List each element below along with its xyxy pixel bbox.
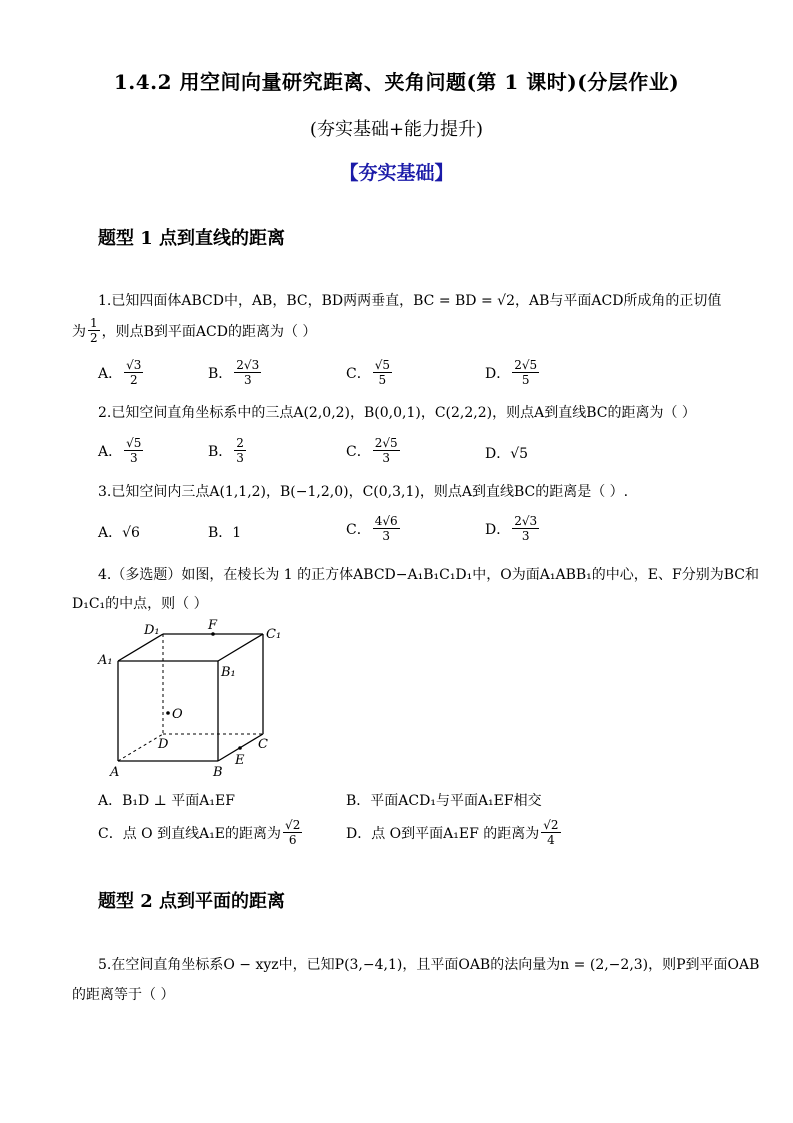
q3-option-c-fraction xyxy=(373,514,400,543)
q1-option-d-fraction xyxy=(512,358,539,387)
section-heading: 【夯实基础】 xyxy=(339,162,454,184)
q1-option-b-den: 3 xyxy=(243,373,252,387)
q2-option-d-value: √5 xyxy=(510,446,529,462)
q3-option-d-num: 2√3 xyxy=(514,514,538,528)
q2-option-b xyxy=(208,436,248,465)
q3-option-a-label: A． xyxy=(98,525,123,541)
q2-option-b-label: B． xyxy=(208,443,233,460)
label-e: E xyxy=(235,753,245,768)
q2-option-d-label: D． xyxy=(485,446,511,462)
q1-frac-den: 2 xyxy=(90,331,98,345)
type-heading-2: 题型 2 点到平面的距离 xyxy=(98,891,286,912)
q1-option-a-fraction xyxy=(124,358,143,387)
q2-option-a-label: A． xyxy=(98,443,123,460)
q1-option-a xyxy=(98,358,145,387)
question-5-line-2: 的距离等于（ ） xyxy=(72,987,175,1003)
q4-option-c-fraction xyxy=(283,818,302,847)
q1-option-a-den: 2 xyxy=(129,373,138,387)
q2-option-a-num: √5 xyxy=(126,436,142,450)
question-5-line-1: 5.在空间直角坐标系O − xyz中，已知P(3,−4,1)，且平面OAB的法向量为n = (2,−2,3)，则P到平面OAB xyxy=(98,957,760,973)
q2-option-d xyxy=(485,443,528,463)
q1-fraction xyxy=(88,316,100,345)
q2-option-b-den: 3 xyxy=(236,451,244,465)
q2-option-a xyxy=(98,436,145,465)
q4-option-a: A．B₁D ⊥ 平面A₁EF xyxy=(98,793,235,809)
q2-option-c-label: C． xyxy=(346,443,371,460)
q4-option-c xyxy=(98,818,304,847)
question-2-line-1: 2.已知空间直角坐标系中的三点A(2,0,2)，B(0,0,1)，C(2,2,2)，则点A到直线BC的距离为（ ） xyxy=(98,405,696,421)
q3-option-c-den: 3 xyxy=(382,529,390,543)
q3-option-c-num: 4√6 xyxy=(374,514,398,528)
q3-option-c-label: C． xyxy=(346,521,371,538)
q3-option-b-value: 1 xyxy=(232,525,242,541)
document-subtitle: (夯实基础+能力提升) xyxy=(309,119,484,140)
label-d1: D₁ xyxy=(144,623,160,638)
q3-option-b-label: B． xyxy=(208,525,233,541)
q2-option-c-den: 3 xyxy=(382,451,390,465)
q1-option-c-den: 5 xyxy=(378,373,387,387)
q1-option-c-fraction xyxy=(373,358,392,387)
q4-option-c-den: 6 xyxy=(288,833,297,847)
q1-suffix: ，则点B到平面ACD的距离为（ ） xyxy=(101,323,317,340)
document-title: 1.4.2 用空间向量研究距离、夹角问题(第 1 课时)(分层作业) xyxy=(113,70,680,94)
q3-option-d xyxy=(485,514,541,543)
q4-option-c-num: √2 xyxy=(285,818,301,832)
label-c1: C₁ xyxy=(266,627,282,642)
question-3-line-1: 3.已知空间内三点A(1,1,2)，B(−1,2,0)，C(0,3,1)，则点A到直线BC的距离是（ ）. xyxy=(98,484,629,500)
q4-option-d-den: 4 xyxy=(547,833,555,847)
q2-option-a-den: 3 xyxy=(129,451,138,465)
q1-option-b-label: B． xyxy=(208,365,233,382)
label-b: B xyxy=(213,765,223,780)
q1-option-d-num: 2√5 xyxy=(514,358,538,372)
label-c: C xyxy=(258,737,268,752)
q3-option-c xyxy=(346,514,402,543)
question-4-line-1: 4.（多选题）如图，在棱长为 1 的正方体ABCD−A₁B₁C₁D₁中，O为面A₁ABB₁的中心，E、F分别为BC和 xyxy=(98,567,759,583)
point-o-dot xyxy=(166,711,170,715)
label-f: F xyxy=(208,618,218,633)
label-a: A xyxy=(110,765,120,780)
q3-option-b xyxy=(208,522,241,542)
q3-option-a-value: √6 xyxy=(122,525,140,541)
q2-option-a-fraction xyxy=(124,436,143,465)
q1-option-b xyxy=(208,358,263,387)
label-d: D xyxy=(158,737,169,752)
q1-option-c-num: √5 xyxy=(374,358,390,372)
q1-option-a-label: A． xyxy=(98,365,123,382)
q4-option-d-text: D．点 O到平面A₁EF 的距离为 xyxy=(346,825,540,842)
q1-frac-num: 1 xyxy=(90,316,98,330)
question-1-line-1: 1.已知四面体ABCD中，AB，BC，BD两两垂直，BC = BD = √2，AB与平面ACD所成角的正切值 xyxy=(98,293,722,309)
cube-figure xyxy=(90,616,300,786)
q1-option-d xyxy=(485,358,541,387)
q3-option-d-den: 3 xyxy=(521,529,530,543)
q1-prefix: 为 xyxy=(72,323,86,340)
q3-option-d-fraction xyxy=(512,514,539,543)
q2-option-b-fraction xyxy=(234,436,246,465)
q1-option-b-fraction xyxy=(234,358,261,387)
label-o: O xyxy=(172,707,183,722)
type-heading-1: 题型 1 点到直线的距离 xyxy=(98,228,286,249)
q3-option-a xyxy=(98,522,140,542)
q4-option-d xyxy=(346,818,563,847)
label-a1: A₁ xyxy=(98,653,113,668)
q1-option-c xyxy=(346,358,394,387)
q4-option-d-num: √2 xyxy=(543,818,559,832)
q2-option-c xyxy=(346,436,402,465)
label-b1: B₁ xyxy=(221,665,236,680)
q1-option-d-den: 5 xyxy=(521,373,530,387)
point-e-dot xyxy=(238,746,242,750)
q2-option-c-num: 2√5 xyxy=(374,436,398,450)
q1-option-b-num: 2√3 xyxy=(236,358,260,372)
q4-option-d-fraction xyxy=(541,818,560,847)
q4-option-b: B．平面ACD₁与平面A₁EF相交 xyxy=(346,793,542,809)
q4-option-c-text: C．点 O 到直线A₁E的距离为 xyxy=(98,825,282,842)
q2-option-c-fraction xyxy=(373,436,400,465)
q2-option-b-num: 2 xyxy=(236,436,244,450)
q3-option-d-label: D． xyxy=(485,521,511,538)
q1-option-a-num: √3 xyxy=(126,358,142,372)
question-4-line-2: D₁C₁的中点，则（ ） xyxy=(72,596,208,612)
question-1-line-2 xyxy=(72,316,316,345)
q1-option-c-label: C． xyxy=(346,365,371,382)
q1-option-d-label: D． xyxy=(485,365,511,382)
